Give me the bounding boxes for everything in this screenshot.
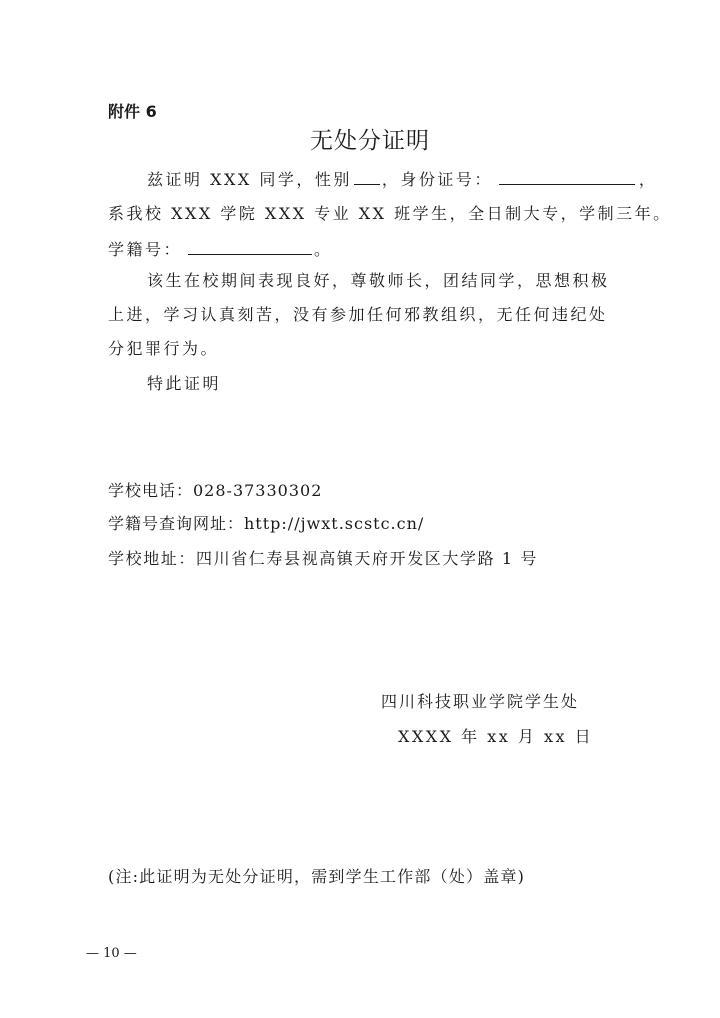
page-number: — 10 — xyxy=(86,946,137,961)
period-text: 。 xyxy=(314,240,333,259)
certify-text: 兹证明 XXX 同学，性别 xyxy=(147,170,352,189)
paragraph-2-line-2: 上进，学习认真刻苦，没有参加任何邪教组织，无任何违纪处 xyxy=(108,305,608,324)
id-number-label: ，身份证号： xyxy=(381,170,493,189)
school-phone: 学校电话：028-37330302 xyxy=(108,481,323,500)
comma-text: ， xyxy=(638,170,658,189)
student-number-label: 学籍号： xyxy=(108,240,183,259)
school-address: 学校地址：四川省仁寿县视高镇天府开发区大学路 1 号 xyxy=(108,549,538,568)
issue-date: XXXX 年 xx 月 xx 日 xyxy=(398,727,594,746)
gender-blank xyxy=(354,167,380,185)
paragraph-1-line-2: 系我校 XXX 学院 XXX 专业 XX 班学生，全日制大专，学制三年。 xyxy=(108,204,672,223)
document-title: 无处分证明 xyxy=(310,128,430,154)
paragraph-2-line-1: 该生在校期间表现良好，尊敬师长，团结同学，思想积极 xyxy=(147,271,610,290)
stamp-note: (注:此证明为无处分证明，需到学生工作部（处）盖章) xyxy=(108,867,526,886)
closing-text: 特此证明 xyxy=(147,374,222,393)
paragraph-1-line-3 xyxy=(108,237,333,260)
student-number-blank xyxy=(188,237,312,255)
paragraph-1-line-1 xyxy=(147,167,657,190)
student-number-query-url: 学籍号查询网址：http://jwxt.scstc.cn/ xyxy=(108,514,425,533)
attachment-label: 附件 6 xyxy=(108,102,157,121)
paragraph-2-line-3: 分犯罪行为。 xyxy=(108,339,220,358)
id-number-blank xyxy=(499,167,635,185)
issuer-name: 四川科技职业学院学生处 xyxy=(381,692,580,711)
